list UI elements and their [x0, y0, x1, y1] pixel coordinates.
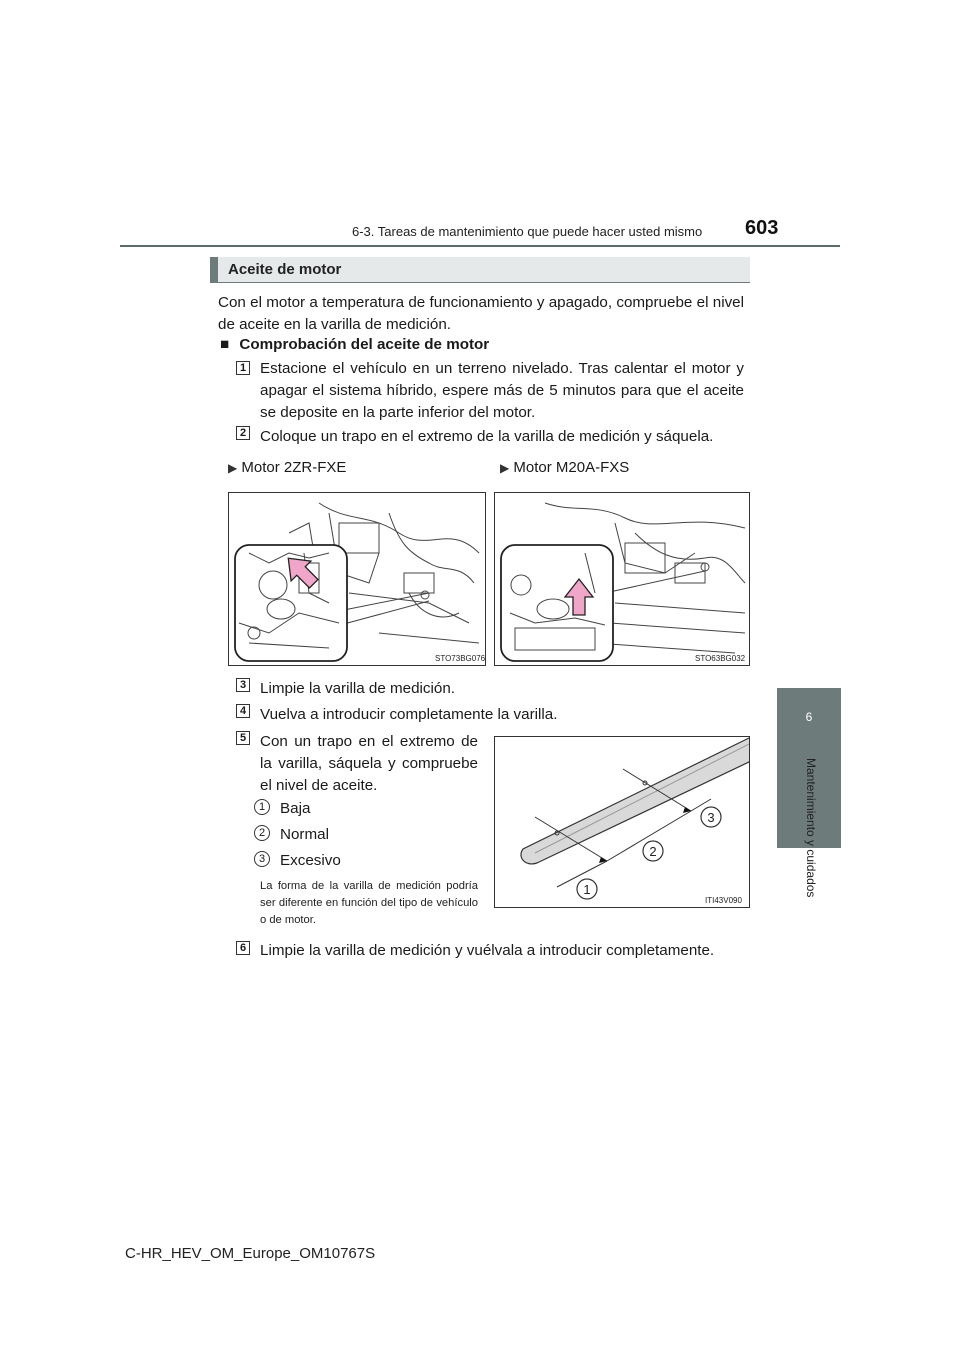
step-number-3: 3 [236, 678, 250, 692]
document-footer: C-HR_HEV_OM_Europe_OM10767S [125, 1245, 376, 1262]
step-text-2: Coloque un trapo en el extremo de la varilla de medición y sáquela. [260, 428, 714, 445]
engine-illustration-m20a [495, 493, 750, 666]
chapter-number: 6 [805, 710, 813, 724]
figure-code-m20a: STO63BG032 [695, 654, 746, 663]
callout-3: 3 [707, 810, 715, 825]
step-text-3: Limpie la varilla de medición. [260, 680, 455, 697]
step-text-4: Vuelva a introducir completamente la varilla. [260, 706, 558, 723]
callout-2: 2 [649, 844, 657, 859]
figure-code-dipstick: ITI43V090 [705, 896, 742, 905]
step-number-2: 2 [236, 426, 250, 440]
step-number-1: 1 [236, 361, 250, 375]
dipstick-note: La forma de la varilla de medición podría ser diferente en función del tipo de vehículo o de motor. [260, 880, 478, 926]
subheading-text: Comprobación del aceite de motor [239, 336, 490, 353]
level-number-2: 2 [254, 825, 270, 841]
engine-caption-1-text: Motor 2ZR-FXE [241, 459, 347, 476]
engine-illustration-2zr [229, 493, 486, 666]
chapter-label: Mantenimiento y cuidados [804, 758, 818, 898]
step-text-5: Con un trapo en el extremo de la varilla, sáquela y compruebe el nivel de aceite. [260, 733, 478, 794]
intro-paragraph: Con el motor a temperatura de funcionamiento y apagado, compruebe el nivel de aceite en la varilla de medición. [218, 294, 744, 333]
level-number-1: 1 [254, 799, 270, 815]
level-number-3: 3 [254, 851, 270, 867]
engine-figure-m20a [494, 492, 750, 666]
step-number-5: 5 [236, 731, 250, 745]
step-text-6: Limpie la varilla de medición y vuélvala a introducir completamente. [260, 942, 715, 959]
triangle-marker-icon: ▶ [228, 461, 238, 475]
level-label-baja: Baja [280, 800, 311, 817]
section-heading-box [210, 257, 750, 283]
square-bullet-icon: ■ [220, 336, 230, 353]
dipstick-figure [494, 736, 750, 908]
step-number-4: 4 [236, 704, 250, 718]
triangle-marker-icon: ▶ [500, 461, 510, 475]
dipstick-illustration [495, 737, 750, 908]
engine-caption-1 [228, 459, 346, 476]
header-divider [120, 245, 840, 247]
section-heading: Aceite de motor [228, 261, 342, 278]
engine-caption-2 [500, 459, 629, 476]
step-text-1: Estacione el vehículo en un terreno nivelado. Tras calentar el motor y apagar el sistema híbrido, espere más de 5 minutos para que el aceite se deposite en la parte inferior del motor. [260, 360, 744, 421]
level-label-excesivo: Excesivo [280, 852, 341, 869]
step-number-6: 6 [236, 941, 250, 955]
engine-figure-2zr [228, 492, 486, 666]
level-label-normal: Normal [280, 826, 329, 843]
engine-caption-2-text: Motor M20A-FXS [513, 459, 630, 476]
callout-1: 1 [583, 882, 591, 897]
subheading [220, 336, 489, 353]
section-title: 6-3. Tareas de mantenimiento que puede hacer usted mismo [352, 224, 703, 239]
figure-code-2zr: STO73BG076 [435, 654, 486, 663]
page-number: 603 [745, 217, 779, 239]
